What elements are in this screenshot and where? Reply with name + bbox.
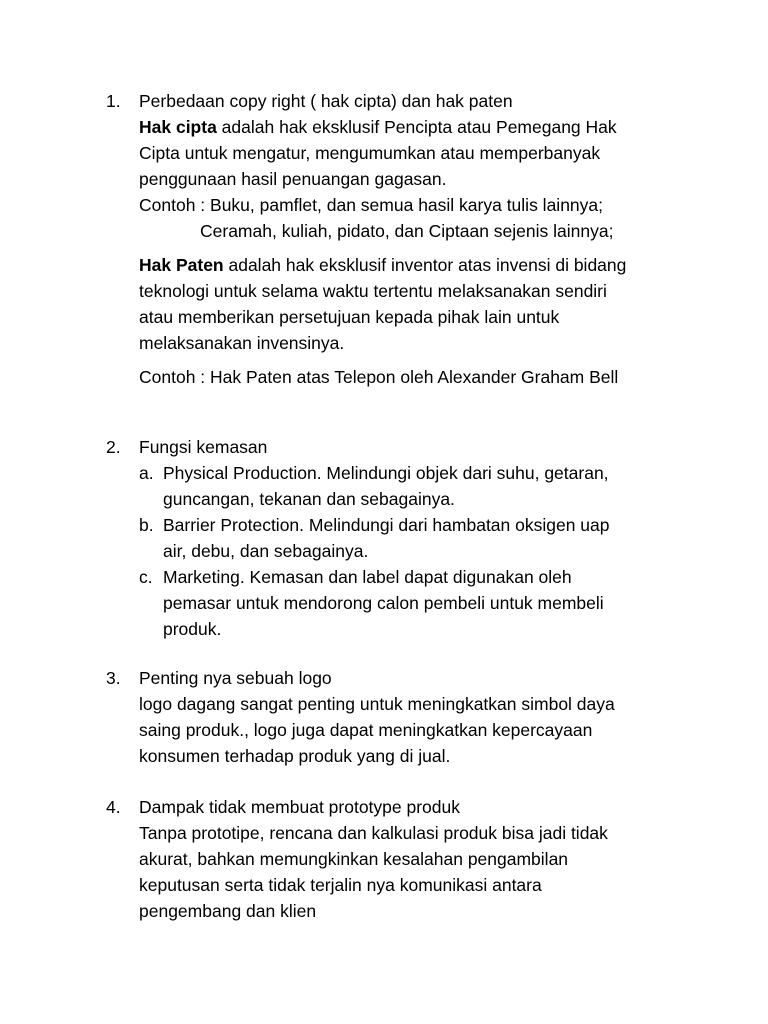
hak-cipta-text: adalah hak eksklusif Pencipta atau Pemegang Hak xyxy=(216,117,617,137)
hak-paten-line: melaksanakan invensinya. xyxy=(139,333,345,353)
list-marker: b. xyxy=(139,515,154,535)
list-item-line: Barrier Protection. Melindungi dari hambatan oksigen uap xyxy=(163,515,610,535)
section-4 xyxy=(106,794,706,934)
list-item-line: air, debu, dan sebagainya. xyxy=(163,541,369,561)
list-item-line: guncangan, tekanan dan sebagainya. xyxy=(163,489,455,509)
list-item-line: Marketing. Kemasan dan label dapat digunakan oleh xyxy=(163,567,572,587)
paragraph-line: pengembang dan klien xyxy=(139,901,317,921)
hak-paten-text: adalah hak eksklusif inventor atas invensi di bidang xyxy=(223,255,627,275)
hak-paten-line: teknologi untuk selama waktu tertentu melaksanakan sendiri xyxy=(139,281,607,301)
section-heading: Perbedaan copy right ( hak cipta) dan hak paten xyxy=(139,91,513,111)
list-marker: c. xyxy=(139,567,153,587)
paragraph-line: logo dagang sangat penting untuk meningkatkan simbol daya xyxy=(139,694,615,714)
section-1 xyxy=(106,88,706,388)
paragraph-line: konsumen terhadap produk yang di jual. xyxy=(139,746,451,766)
section-heading: Fungsi kemasan xyxy=(139,437,268,457)
hak-cipta-line: penggunaan hasil penuangan gagasan. xyxy=(139,169,447,189)
paragraph-line: akurat, bahkan memungkinkan kesalahan pengambilan xyxy=(139,849,569,869)
section-number: 2. xyxy=(106,437,121,457)
section-2 xyxy=(106,434,706,644)
paragraph-line: keputusan serta tidak terjalin nya komunikasi antara xyxy=(139,875,542,895)
hak-paten-term: Hak Paten xyxy=(139,255,224,275)
list-item-line: pemasar untuk mendorong calon pembeli untuk membeli xyxy=(163,593,604,613)
list-item-line: Physical Production. Melindungi objek dari suhu, getaran, xyxy=(163,463,609,483)
hak-paten-definition-line xyxy=(139,252,626,278)
list-item-line: produk. xyxy=(163,619,222,639)
section-heading: Penting nya sebuah logo xyxy=(139,668,332,688)
hak-cipta-line: Cipta untuk mengatur, mengumumkan atau memperbanyak xyxy=(139,143,601,163)
contoh-hak-paten: Contoh : Hak Paten atas Telepon oleh Alexander Graham Bell xyxy=(139,367,619,387)
hak-paten-line: atau memberikan persetujuan kepada pihak lain untuk xyxy=(139,307,560,327)
paragraph-line: saing produk., logo juga dapat meningkatkan kepercayaan xyxy=(139,720,593,740)
list-marker: a. xyxy=(139,463,154,483)
section-number: 4. xyxy=(106,797,121,817)
contoh-hak-cipta-continued: Ceramah, kuliah, pidato, dan Ciptaan sejenis lainnya; xyxy=(200,221,614,241)
contoh-hak-cipta: Contoh : Buku, pamflet, dan semua hasil karya tulis lainnya; xyxy=(139,195,603,215)
section-number: 3. xyxy=(106,668,121,688)
section-3 xyxy=(106,665,706,775)
section-number: 1. xyxy=(106,91,121,111)
section-heading: Dampak tidak membuat prototype produk xyxy=(139,797,460,817)
hak-cipta-term: Hak cipta xyxy=(139,117,217,137)
paragraph-line: Tanpa prototipe, rencana dan kalkulasi produk bisa jadi tidak xyxy=(139,823,608,843)
hak-cipta-definition-line xyxy=(139,114,617,140)
